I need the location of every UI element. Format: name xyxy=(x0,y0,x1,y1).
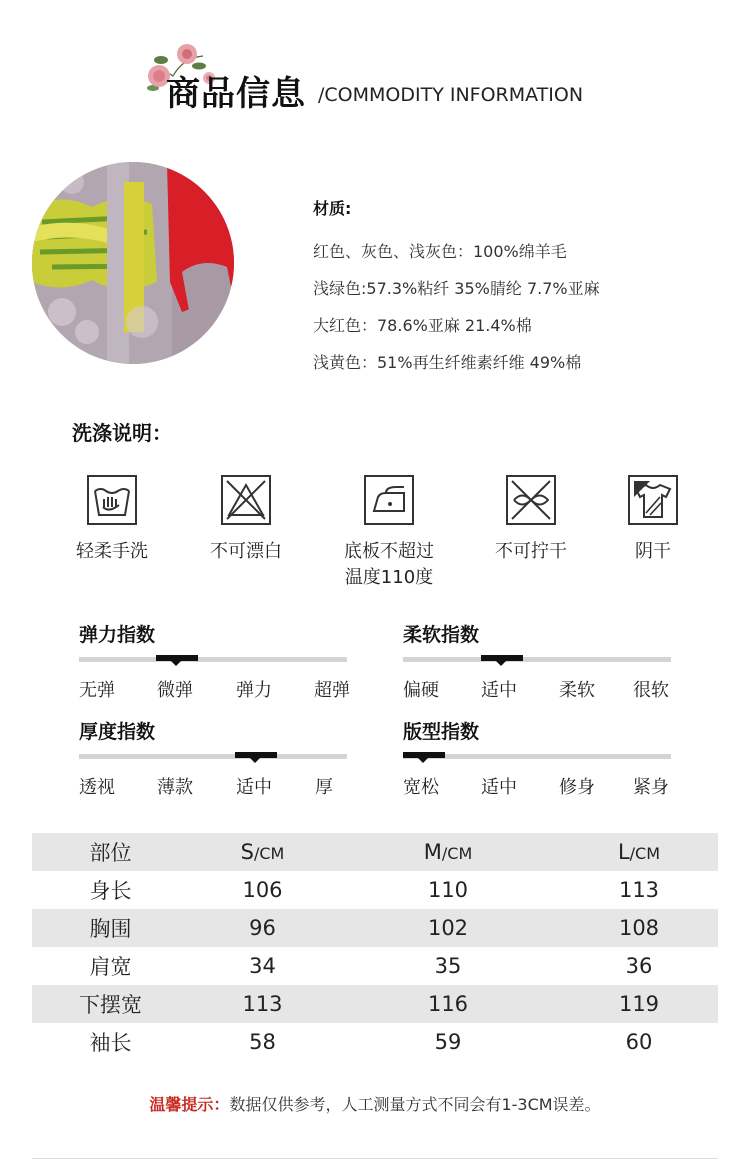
care-label: 不可拧干 xyxy=(495,541,567,562)
index-bar xyxy=(403,657,671,662)
fabric-swatch-image xyxy=(32,162,234,364)
note-text: 数据仅供参考，人工测量方式不同会有1-3CM误差。 xyxy=(229,1095,601,1114)
softness-title: 柔软指数 xyxy=(403,624,480,646)
index-option: 紧身 xyxy=(633,777,669,798)
fit-index xyxy=(403,717,703,798)
table-cell: 35 xyxy=(434,954,462,978)
elasticity-index xyxy=(79,620,379,701)
index-option: 微弹 xyxy=(157,680,193,701)
index-option: 偏硬 xyxy=(403,680,439,701)
index-option: 宽松 xyxy=(403,777,439,798)
measurement-note xyxy=(0,1092,750,1115)
table-cell: 肩宽 xyxy=(89,955,132,979)
table-cell: 110 xyxy=(427,878,469,902)
table-header-row xyxy=(32,833,718,871)
table-cell: 59 xyxy=(434,1030,462,1054)
index-option: 修身 xyxy=(559,777,595,798)
care-item-shade-dry xyxy=(583,475,723,565)
elasticity-title: 弹力指数 xyxy=(79,624,156,646)
shade-dry-icon xyxy=(628,475,678,525)
table-row xyxy=(32,909,718,947)
material-line: 大红色：78.6%亚麻 21.4%棉 xyxy=(313,316,532,335)
material-title: 材质: xyxy=(313,199,352,218)
table-row xyxy=(32,947,718,985)
index-option: 适中 xyxy=(236,777,272,798)
softness-index xyxy=(403,620,703,701)
no-bleach-icon xyxy=(221,475,271,525)
table-cell: 106 xyxy=(242,878,283,902)
no-wring-icon xyxy=(506,475,556,525)
index-pointer-icon xyxy=(495,660,507,666)
page-subtitle: /COMMODITY INFORMATION xyxy=(318,84,584,106)
table-cell: 胸围 xyxy=(89,917,132,941)
table-cell: 108 xyxy=(618,916,660,940)
table-cell: 102 xyxy=(427,916,469,940)
care-item-no-wring xyxy=(461,475,601,565)
table-header-cell: S/CM xyxy=(240,840,285,864)
index-pointer-icon xyxy=(249,757,261,763)
header xyxy=(0,28,750,118)
index-bar xyxy=(79,754,347,759)
care-label: 底板不超过 温度110度 xyxy=(344,541,434,588)
table-header-cell: M/CM xyxy=(423,840,473,864)
index-option: 弹力 xyxy=(236,680,272,701)
index-option: 厚 xyxy=(315,777,333,798)
index-pointer-icon xyxy=(170,660,182,666)
thickness-title: 厚度指数 xyxy=(79,721,156,743)
index-option: 透视 xyxy=(79,777,115,798)
table-header-cell: L/CM xyxy=(617,840,661,864)
index-option: 很软 xyxy=(633,680,669,701)
table-cell: 身长 xyxy=(89,879,132,903)
care-label: 阴干 xyxy=(635,541,671,562)
washing-title: 洗涤说明： xyxy=(72,421,172,445)
index-option: 无弹 xyxy=(79,680,115,701)
care-item-iron xyxy=(319,475,459,591)
table-cell: 116 xyxy=(427,992,469,1016)
table-cell: 36 xyxy=(625,954,653,978)
table-header-cell: 部位 xyxy=(89,841,132,865)
index-option: 适中 xyxy=(481,777,517,798)
table-cell: 下摆宽 xyxy=(79,993,142,1017)
material-section xyxy=(313,196,600,381)
table-cell: 58 xyxy=(249,1030,276,1054)
table-cell: 113 xyxy=(242,992,283,1016)
iron-icon xyxy=(364,475,414,525)
table-row xyxy=(32,871,718,909)
index-option: 柔软 xyxy=(559,680,595,701)
index-pointer-icon xyxy=(417,757,429,763)
material-line: 浅黄色：51%再生纤维素纤维 49%棉 xyxy=(313,353,582,372)
table-cell: 34 xyxy=(249,954,276,978)
material-line: 红色、灰色、浅灰色：100%绵羊毛 xyxy=(313,242,567,261)
table-cell: 119 xyxy=(618,992,660,1016)
size-table xyxy=(32,833,718,1061)
divider xyxy=(32,1158,718,1159)
note-label: 温馨提示： xyxy=(149,1095,230,1114)
hand-wash-icon xyxy=(87,475,137,525)
care-label: 不可漂白 xyxy=(210,541,282,562)
page-title: 商品信息 xyxy=(166,74,306,114)
material-line: 浅绿色:57.3%粘纤 35%腈纶 7.7%亚麻 xyxy=(313,279,600,298)
index-option: 薄款 xyxy=(157,777,193,798)
thickness-index xyxy=(79,717,379,798)
table-cell: 113 xyxy=(618,878,660,902)
care-label: 轻柔手洗 xyxy=(76,541,148,562)
index-option: 超弹 xyxy=(314,680,350,701)
care-item-no-bleach xyxy=(176,475,316,565)
index-bar xyxy=(79,657,347,662)
table-cell: 96 xyxy=(249,916,276,940)
table-row xyxy=(32,1023,718,1061)
table-cell: 袖长 xyxy=(89,1031,132,1055)
fit-title: 版型指数 xyxy=(403,721,480,743)
care-item-hand-wash xyxy=(42,475,182,565)
table-row xyxy=(32,985,718,1023)
index-option: 适中 xyxy=(481,680,517,701)
table-cell: 60 xyxy=(625,1030,653,1054)
